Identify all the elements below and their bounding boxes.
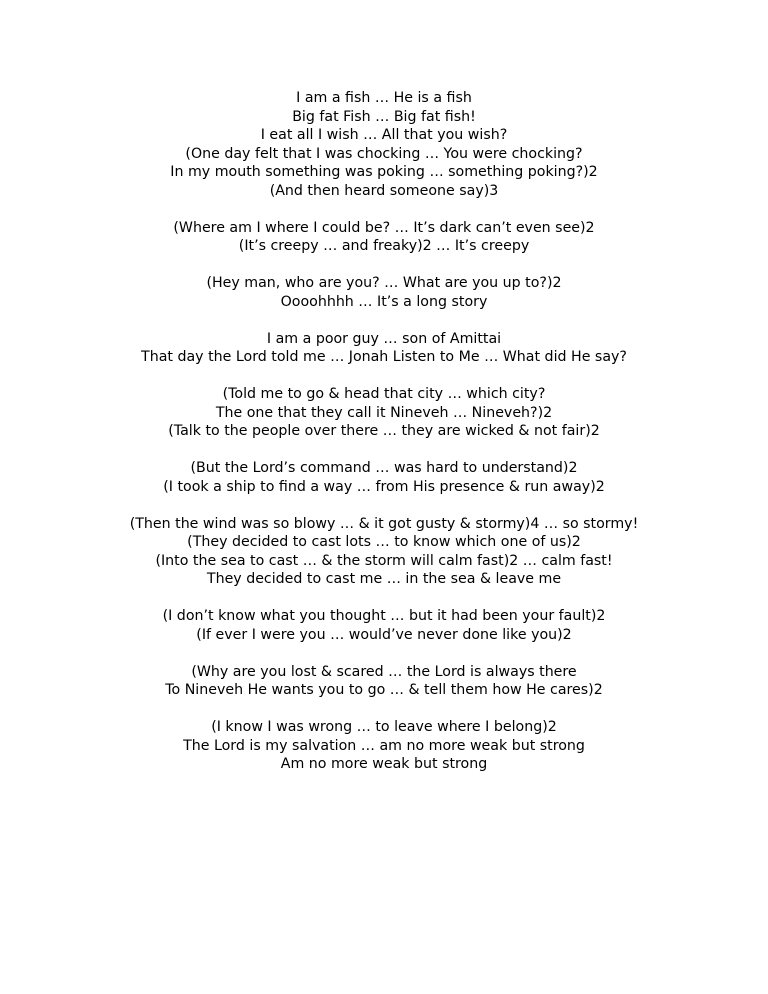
stanza	[0, 663, 768, 700]
lyric-line: (Hey man, who are you? … What are you up to?)2	[206, 275, 562, 291]
stanza	[0, 330, 768, 367]
lyric-line: (Into the sea to cast … & the storm will calm fast)2 … calm fast!	[155, 552, 613, 569]
lyric-line: That day the Lord told me … Jonah Listen to Me … What did He say?	[141, 349, 627, 365]
lyric-line: (If ever I were you … would’ve never done like you)2	[196, 626, 572, 643]
lyrics-document	[0, 89, 768, 792]
stanza	[0, 219, 768, 256]
lyric-line: (I don’t know what you thought … but it had been your fault)2	[162, 608, 606, 624]
lyric-line: To Nineveh He wants you to go … & tell them how He cares)2	[165, 682, 603, 698]
lyric-line: (And then heard someone say)3	[269, 182, 499, 199]
lyric-line: (Why are you lost & scared … the Lord is always there	[191, 663, 577, 680]
lyric-line: (Talk to the people over there … they are wicked & not fair)2	[168, 423, 600, 439]
stanza	[0, 385, 768, 441]
lyric-line: They decided to cast me … in the sea & leave me	[206, 571, 562, 587]
lyric-line: Big fat Fish … Big fat fish!	[292, 108, 476, 125]
lyric-line: I am a fish … He is a fish	[296, 90, 472, 106]
lyric-line: (They decided to cast lots … to know which one of us)2	[187, 534, 581, 550]
lyric-line: In my mouth something was poking … something poking?)2	[170, 164, 598, 180]
lyric-line: (Where am I where I could be? … It’s dark can’t even see)2	[173, 219, 595, 236]
stanza	[0, 459, 768, 496]
stanza	[0, 515, 768, 589]
lyric-line: (I know I was wrong … to leave where I belong)2	[211, 719, 557, 735]
stanza	[0, 607, 768, 644]
lyric-line: I am a poor guy … son of Amittai	[266, 330, 502, 347]
lyric-line: (But the Lord’s command … was hard to understand)2	[190, 460, 578, 476]
lyric-line: (One day felt that I was chocking … You were chocking?	[185, 145, 583, 162]
lyric-line: The Lord is my salvation … am no more weak but strong	[183, 737, 585, 754]
lyric-line: I eat all I wish … All that you wish?	[260, 127, 508, 143]
stanza	[0, 718, 768, 774]
stanza	[0, 274, 768, 311]
lyric-line: (Told me to go & head that city … which city?	[222, 386, 546, 402]
lyric-line: (Then the wind was so blowy … & it got gusty & stormy)4 … so stormy!	[129, 515, 639, 532]
lyric-line: The one that they call it Nineveh … Nineveh?)2	[215, 404, 553, 421]
lyric-line: Oooohhhh … It’s a long story	[280, 293, 488, 310]
stanza	[0, 89, 768, 200]
lyric-line: Am no more weak but strong	[280, 756, 488, 772]
lyric-line: (I took a ship to find a way … from His presence & run away)2	[163, 478, 605, 495]
lyric-line: (It’s creepy … and freaky)2 … It’s creepy	[238, 238, 530, 254]
